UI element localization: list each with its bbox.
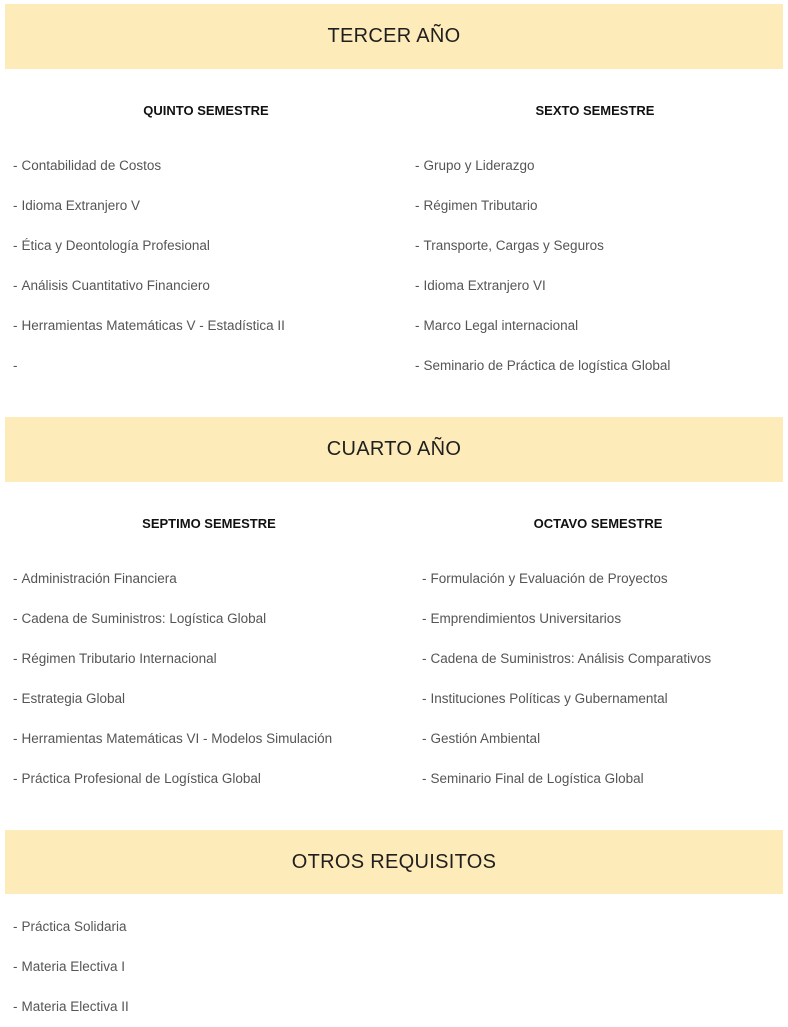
item-dash: - [422,611,427,626]
course-list-octavo [422,559,711,799]
course-name: Transporte, Cargas y Seguros [423,238,604,253]
list-item [13,306,285,346]
course-name: Materia Electiva I [21,959,126,974]
course-list-septimo [13,559,332,799]
section-banner-tercer-ano [5,4,783,69]
list-item [13,226,285,266]
list-item [422,679,711,719]
list-item [13,987,129,1027]
course-name: Práctica Profesional de Logística Global [21,771,261,786]
semester-title-sexto: SEXTO SEMESTRE [535,103,655,118]
item-dash: - [422,571,427,586]
course-name: Instituciones Políticas y Gubernamental [430,691,668,706]
item-dash: - [415,358,420,373]
list-item [13,639,332,679]
course-name: Herramientas Matemáticas VI - Modelos Simulación [21,731,333,746]
item-dash: - [13,238,18,253]
item-dash: - [13,959,18,974]
item-dash: - [422,771,427,786]
item-dash: - [13,278,18,293]
list-item [13,599,332,639]
item-dash: - [13,358,18,373]
item-dash: - [415,278,420,293]
course-name: Herramientas Matemáticas V - Estadística II [21,318,285,333]
list-item [422,599,711,639]
course-name: Régimen Tributario Internacional [21,651,217,666]
list-item [422,639,711,679]
course-name: Análisis Cuantitativo Financiero [21,278,210,293]
item-dash: - [13,731,18,746]
course-name: Formulación y Evaluación de Proyectos [430,571,668,586]
list-item [13,719,332,759]
course-name: Régimen Tributario [423,198,538,213]
item-dash: - [13,158,18,173]
course-name: Marco Legal internacional [423,318,579,333]
list-item [13,907,129,947]
item-dash: - [415,158,420,173]
course-name: Cadena de Suministros: Análisis Comparativos [430,651,712,666]
course-name: Cadena de Suministros: Logística Global [21,611,267,626]
list-item [13,146,285,186]
item-dash: - [13,651,18,666]
course-name: Idioma Extranjero V [21,198,141,213]
course-name: Gestión Ambiental [430,731,541,746]
course-name: Idioma Extranjero VI [423,278,546,293]
item-dash: - [415,198,420,213]
list-item [13,346,285,386]
course-name: Seminario de Práctica de logística Global [423,358,671,373]
item-dash: - [13,999,18,1014]
course-name: Práctica Solidaria [21,919,127,934]
list-item [415,226,670,266]
course-name: Administración Financiera [21,571,177,586]
section-banner-cuarto-ano [5,417,783,482]
course-name: Ética y Deontología Profesional [21,238,210,253]
item-dash: - [13,919,18,934]
section-title: OTROS REQUISITOS [291,850,497,873]
semester-title-quinto: QUINTO SEMESTRE [143,103,269,118]
list-item [13,266,285,306]
list-item [13,559,332,599]
course-name: Estrategia Global [21,691,126,706]
item-dash: - [422,651,427,666]
semester-title-octavo: OCTAVO SEMESTRE [533,516,663,531]
item-dash: - [13,691,18,706]
list-item [415,306,670,346]
list-item [415,266,670,306]
item-dash: - [13,318,18,333]
item-dash: - [13,771,18,786]
course-name: Grupo y Liderazgo [423,158,535,173]
course-list-quinto [13,146,285,386]
list-item [415,186,670,226]
item-dash: - [13,611,18,626]
list-item [422,759,711,799]
list-item [422,559,711,599]
course-list-sexto [415,146,670,386]
course-name: Seminario Final de Logística Global [430,771,644,786]
list-item [13,186,285,226]
item-dash: - [415,238,420,253]
item-dash: - [13,198,18,213]
list-item [415,146,670,186]
course-name: Emprendimientos Universitarios [430,611,622,626]
course-name: Materia Electiva II [21,999,129,1014]
list-item [13,947,129,987]
semester-title-septimo: SEPTIMO SEMESTRE [142,516,276,531]
item-dash: - [13,571,18,586]
section-banner-otros-requisitos [5,830,783,894]
section-title: CUARTO AÑO [326,438,462,460]
list-item [13,679,332,719]
list-item [13,759,332,799]
course-list-otros [13,907,129,1027]
list-item [415,346,670,386]
item-dash: - [422,731,427,746]
list-item [422,719,711,759]
item-dash: - [415,318,420,333]
section-title: TERCER AÑO [327,25,461,47]
course-name: Contabilidad de Costos [21,158,162,173]
item-dash: - [422,691,427,706]
